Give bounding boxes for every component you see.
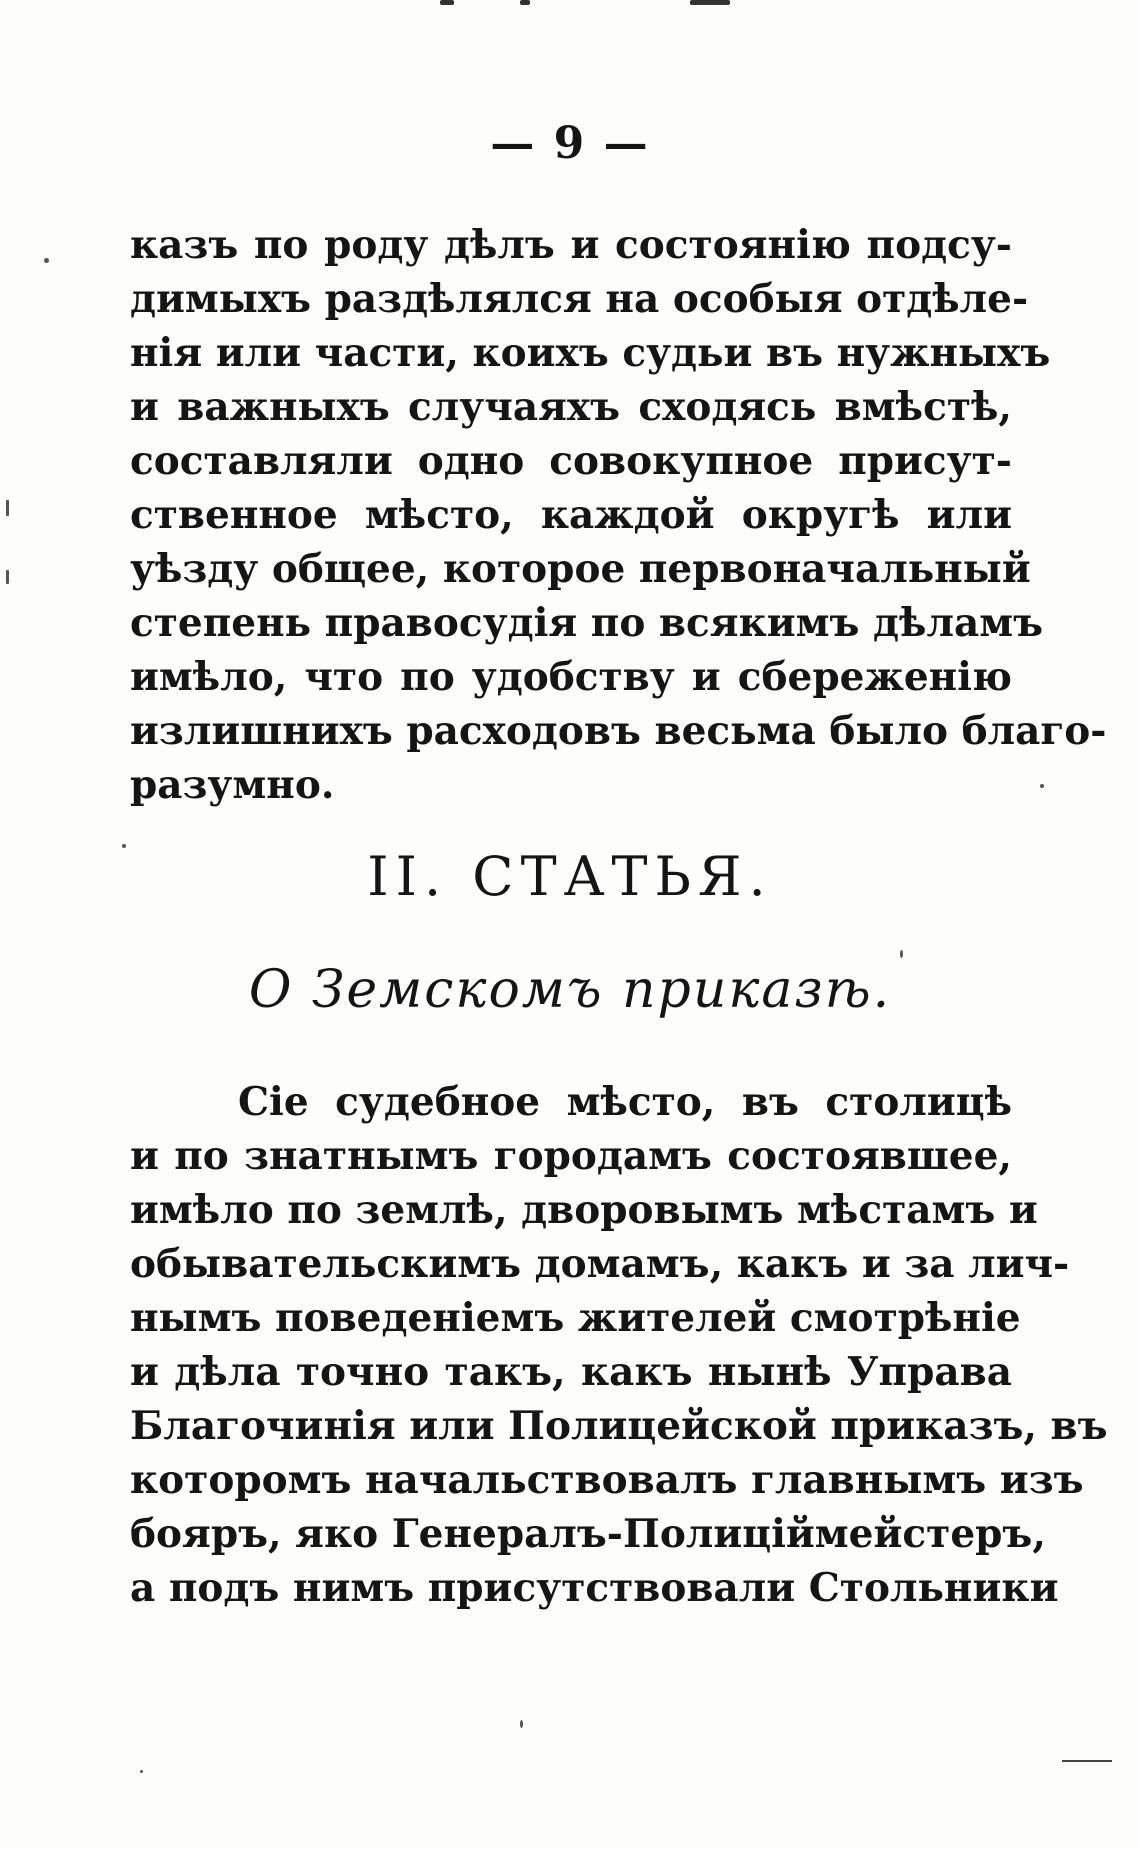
text-line: казъ по роду дѣлъ и состоянію подсу- — [130, 222, 1012, 268]
scan-edge-rule — [1062, 1760, 1112, 1762]
text-line: ственное мѣсто, каждой округѣ или — [130, 492, 1012, 538]
section-heading: II. СТАТЬЯ. — [367, 845, 773, 908]
text-line: димыхъ раздѣлялся на особыя отдѣле- — [130, 276, 1029, 322]
text-line: имѣло, что по удобству и сбереженію — [130, 654, 1012, 700]
section-subtitle: О Земскомъ приказѣ. — [248, 960, 892, 1020]
text-line: имѣло по землѣ, дворовымъ мѣстамъ и — [130, 1187, 1038, 1233]
page-number: — 9 — — [490, 118, 650, 169]
text-line: составляли одно совокупное присут- — [130, 438, 1012, 484]
text-line: Благочинія или Полицейской приказъ, въ — [130, 1403, 1108, 1449]
text-line: и важныхъ случаяхъ сходясь вмѣстѣ, — [130, 384, 1012, 430]
text-line: разумно. — [130, 762, 335, 808]
text-line: нія или части, коихъ судьи въ нужныхъ — [130, 330, 1051, 376]
text-line: и дѣла точно такъ, какъ нынѣ Управа — [130, 1349, 1012, 1395]
scan-speck — [900, 950, 903, 958]
scan-speck — [44, 258, 49, 263]
text-line: которомъ начальствовалъ главнымъ изъ — [130, 1457, 1084, 1503]
text-line: обывательскимъ домамъ, какъ и за лич- — [130, 1241, 1070, 1287]
text-line: уѣзду общее, которое первоначальный — [130, 546, 1031, 592]
text-line: бояръ, яко Генералъ-Полиціймейстеръ, — [130, 1511, 1046, 1557]
text-line: и по знатнымъ городамъ состоявшее, — [130, 1133, 1012, 1179]
text-line: а подъ нимъ присутствовали Стольники — [130, 1565, 1059, 1611]
text-line: излишнихъ расходовъ весьма было благо- — [130, 708, 1107, 754]
text-line: степень правосудія по всякимъ дѣламъ — [130, 600, 1044, 646]
text-line: Сіе судебное мѣсто, въ столицѣ — [238, 1079, 1012, 1125]
scan-edge-marks — [440, 0, 760, 10]
text-line: нымъ поведеніемъ жителей смотрѣніе — [130, 1295, 1021, 1341]
scan-speck — [520, 1720, 523, 1728]
scan-speck — [140, 1770, 143, 1773]
scan-speck — [6, 570, 9, 584]
scan-speck — [6, 500, 9, 516]
scan-speck — [1040, 784, 1044, 788]
